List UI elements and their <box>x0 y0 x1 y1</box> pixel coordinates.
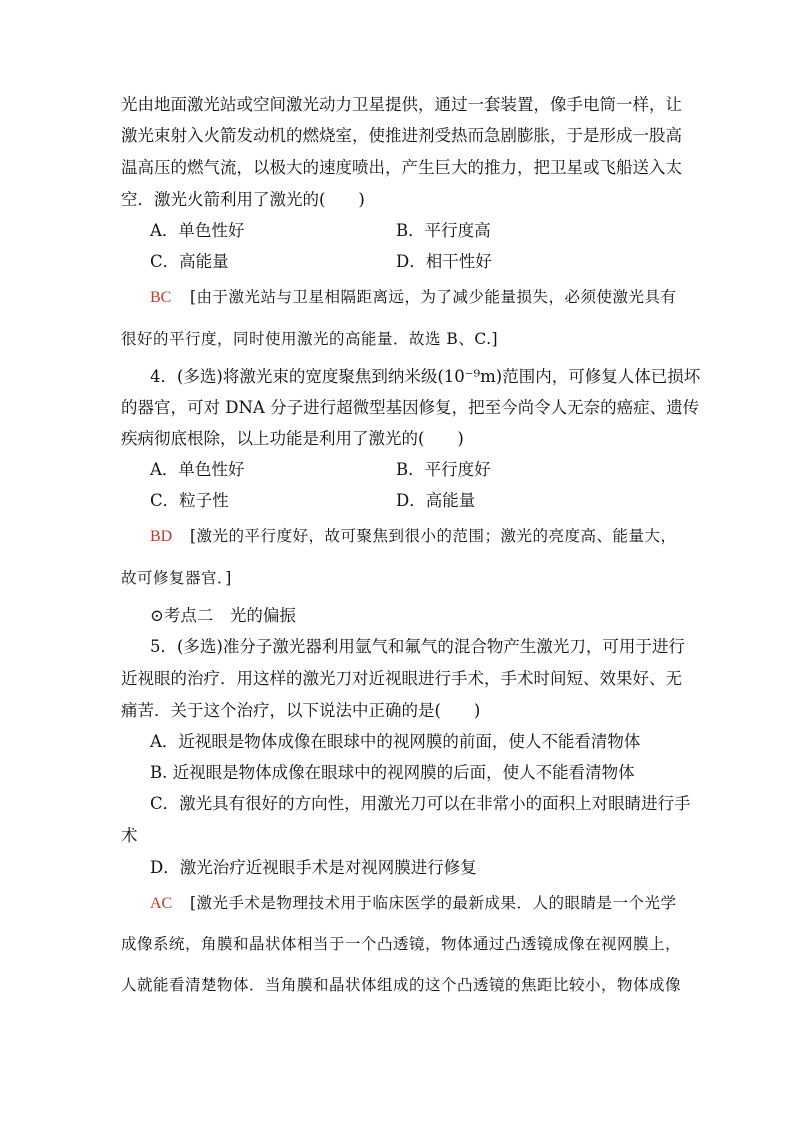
q3-option-d: D．相干性好 <box>396 252 492 271</box>
q3-line-1: 光由地面激光站或空间激光动力卫星提供，通过一套装置，像手电筒一样，让 <box>121 95 682 114</box>
q4-line-1: 4．(多选)将激光束的宽度聚焦到纳米级(10⁻⁹m)范围内，可修复人体已损坏 <box>150 367 701 386</box>
q5-line-3: 痛苦．关于这个治疗，以下说法中正确的是( ) <box>121 701 481 720</box>
q4-line-2: 的器官，可对 DNA 分子进行超微型基因修复，把至今尚令人无奈的癌症、遗传 <box>121 398 700 417</box>
q4-line-3: 疾病彻底根除，以上功能是利用了激光的( ) <box>121 429 464 448</box>
section-title: ⊙考点二 光的偏振 <box>150 606 296 625</box>
q3-answer-explanation-1: [由于激光站与卫星相隔距离远，为了减少能量损失，必须使激光具有 <box>190 288 677 306</box>
q4-option-c: C．粒子性 <box>150 491 229 510</box>
q3-answer-label: BC <box>150 289 172 306</box>
q3-option-b: B．平行度高 <box>396 221 491 240</box>
q5-line-2: 近视眼的治疗．用这样的激光刀对近视眼进行手术，手术时间短、效果好、无 <box>121 669 682 688</box>
q4-answer-continued <box>121 566 681 590</box>
q3-answer <box>150 285 710 310</box>
q5-answer <box>150 891 710 916</box>
q5-answer-explanation-2: 成像系统，角膜和晶状体相当于一个凸透镜，物体通过凸透镜成像在视网膜上， <box>121 935 682 953</box>
q4-option-d: D．高能量 <box>396 491 476 510</box>
q3-option-a: A．单色性好 <box>150 221 245 240</box>
q3-line-4: 空．激光火箭利用了激光的( ) <box>121 190 365 209</box>
q5-line-1: 5．(多选)准分子激光器利用氩气和氟气的混合物产生激光刀，可用于进行 <box>150 637 685 656</box>
q5-answer-label: AC <box>150 895 173 912</box>
q4-answer-label: BD <box>150 528 173 545</box>
q5-answer-continued-1 <box>121 932 681 956</box>
q5-answer-continued-2 <box>121 973 681 997</box>
q4-answer-explanation-2: 故可修复器官．] <box>121 569 232 587</box>
q3-line-2: 激光束射入火箭发动机的燃烧室，使推进剂受热而急剧膨胀，于是形成一股高 <box>121 126 682 145</box>
q5-option-d: D．激光治疗近视眼手术是对视网膜进行修复 <box>150 858 477 877</box>
q5-option-a: A．近视眼是物体成像在眼球中的视网膜的前面，使人不能看清物体 <box>150 732 641 751</box>
q4-option-a: A．单色性好 <box>150 460 245 479</box>
q3-answer-continued <box>121 327 681 351</box>
q5-option-b: B. 近视眼是物体成像在眼球中的视网膜的后面，使人不能看清物体 <box>150 763 635 782</box>
q3-line-3: 温高压的燃气流，以极大的速度喷出，产生巨大的推力，把卫星或飞船送入太 <box>121 158 682 177</box>
q5-answer-explanation-3: 人就能看清楚物体．当角膜和晶状体组成的这个凸透镜的焦距比较小，物体成像 <box>121 976 682 994</box>
q4-option-b: B．平行度好 <box>396 460 491 479</box>
q5-option-c: C．激光具有很好的方向性，用激光刀可以在非常小的面积上对眼睛进行手 <box>150 794 691 813</box>
q3-option-c: C．高能量 <box>150 252 229 271</box>
q5-answer-explanation-1: [激光手术是物理技术用于临床医学的最新成果．人的眼睛是一个光学 <box>190 894 677 912</box>
q4-answer-explanation-1: [激光的平行度好，故可聚焦到很小的范围；激光的亮度高、能量大， <box>190 527 677 545</box>
q3-answer-explanation-2: 很好的平行度，同时使用激光的高能量．故选 B、C.] <box>121 330 499 348</box>
q5-option-c-continued: 术 <box>121 826 138 845</box>
q4-answer <box>150 524 710 549</box>
